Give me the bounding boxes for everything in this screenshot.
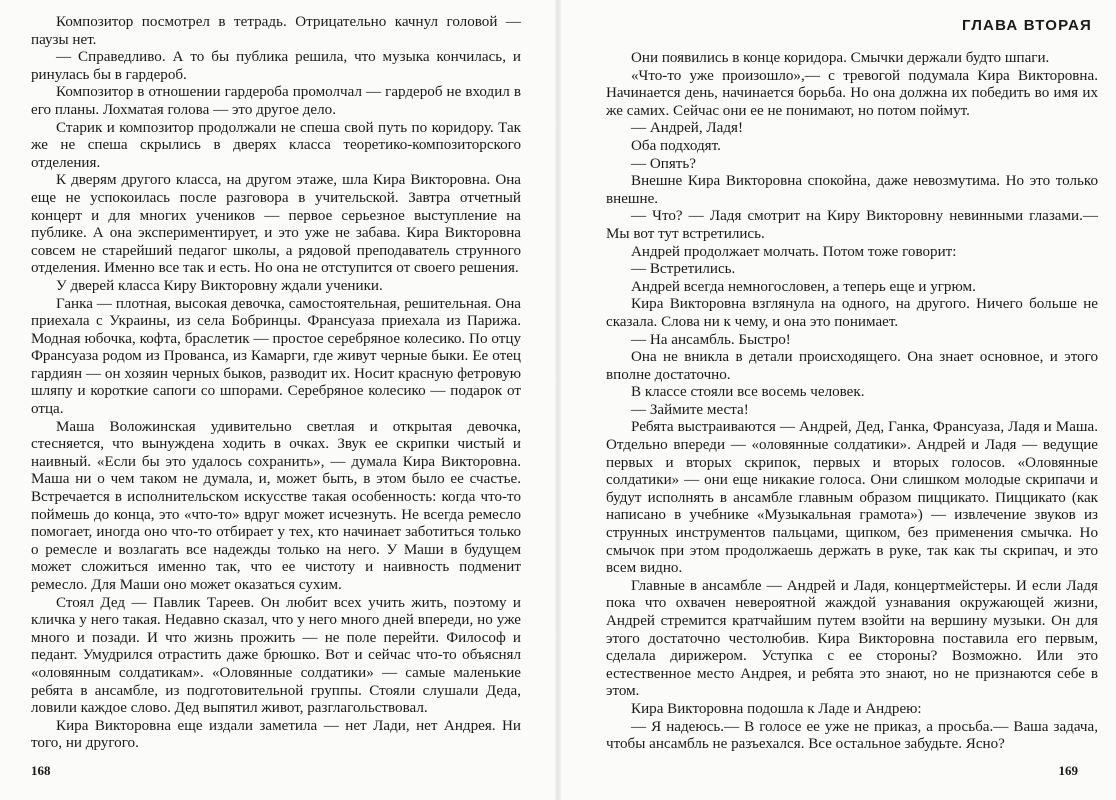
- paragraph: Ганка — плотная, высокая девочка, самостоятельная, решительная. Она приехала с Украины, из села Бобринцы. Франсуаза приехала из Парижа. Модная юбочка, кофта, браслетик — простое серебряное колесико. По отцу Франсуаза родом из Прованса, из Камарги, где живут черные быки. Ее отец гардиян — он хозяин черных быков, разводит их. Носит красную фетровую шляпу и короткие сапоги со шпорами. Серебряное колесико — подарок от отца.: [31, 295, 521, 418]
- paragraph: Стоял Дед — Павлик Тареев. Он любит всех учить жить, поэтому и кличка у него такая. Недавно сказал, что у него много дней впереди, но уже много и позади. И что жизнь прожить — не поле перейти. Философ и педант. Умудрился отрастить даже брюшко. Вот и сейчас что-то объяснял «оловянным солдатикам». «Оловянные солдатики» — самые маленькие ребята в ансамбле, из подготовительной группы. Стояли слушали Деда, ловили каждое слово. Дед выпятил живот, разглагольствовал.: [31, 594, 521, 717]
- paragraph: — Займите места!: [631, 401, 749, 418]
- right-page: [558, 0, 1116, 800]
- paragraph: Ребята выстраиваются — Андрей, Дед, Ганка, Франсуаза, Ладя и Маша. Отдельно впереди — «оловянные солдатики». Андрей и Ладя — ведущие первых и вторых скрипок, первых и вторых голосов. «Оловянные солдатики» — они еще никакие голоса. Они слишком молодые скрипачи и будут исполнять в ансамбле главным образом пиццикато. Пиццикато (как написано в учебнике «Музыкальная грамота») — извлечение звуков из струнных инструментов пальцами, щипком, без применения смычка. Но смычок при этом продолжаешь держать в руке, так как ты скрипач, и это всем видно.: [606, 419, 1098, 577]
- left-page-number: 168: [31, 763, 51, 778]
- paragraph: Андрей всегда немногословен, а теперь еще и угрюм.: [631, 278, 976, 295]
- left-page-text: [31, 14, 521, 753]
- paragraph: Они появились в конце коридора. Смычки держали будто шпаги.: [631, 50, 1050, 66]
- paragraph: Композитор посмотрел в тетрадь. Отрицательно качнул головой — паузы нет.: [31, 14, 521, 48]
- paragraph: Главные в ансамбле — Андрей и Ладя, концертмейстеры. И если Ладя пока что охвачен невероятной жаждой узнавания окружающей жизни, Андрей стремится кратчайшим путем взойти на вершину музыки. Он для этого достаточно честолюбив. Кира Викторовна поставила его первым, сделала дирижером. Уступка с ее стороны? Возможно. Или это естественное место Андрея, и ребята это знают, но не признаются себе в этом.: [606, 577, 1098, 700]
- paragraph: — Что? — Ладя смотрит на Киру Викторовну невинными глазами.— Мы вот тут встретились.: [606, 208, 1098, 242]
- paragraph: — На ансамбль. Быстро!: [631, 331, 791, 348]
- paragraph: У дверей класса Киру Викторовну ждали ученики.: [56, 277, 383, 294]
- paragraph: Внешне Кира Викторовна спокойна, даже невозмутима. Но это только внешне.: [606, 173, 1098, 207]
- paragraph: Композитор в отношении гардероба промолчал — гардероб не входил в его планы. Лохматая голова — это другое дело.: [31, 84, 521, 118]
- paragraph: Андрей продолжает молчать. Потом тоже говорит:: [631, 243, 957, 260]
- paragraph: Кира Викторовна еще издали заметила — нет Лади, нет Андрея. Ни того, ни другого.: [31, 717, 521, 752]
- paragraph: — Справедливо. А то бы публика решила, что музыка кончилась, и ринулась бы в гардероб.: [31, 49, 521, 83]
- paragraph: Оба подходят.: [631, 137, 721, 154]
- right-page-number: 169: [1058, 763, 1078, 778]
- chapter-heading: ГЛАВА ВТОРАЯ: [962, 17, 1092, 34]
- paragraph: — Андрей, Ладя!: [631, 120, 743, 137]
- paragraph: — Опять?: [631, 155, 696, 172]
- paragraph: «Что-то уже произошло»,— с тревогой подумала Кира Викторовна. Начинается день, начинается борьба. Но она должна их победить во имя их же самих. Сейчас они ее не понимают, но потом поймут.: [606, 67, 1098, 119]
- paragraph: Кира Викторовна подошла к Ладе и Андрею:: [631, 700, 922, 717]
- paragraph: Она не вникла в детали происходящего. Она знает основное, и этого вполне достаточно.: [606, 349, 1098, 383]
- paragraph: — Я надеюсь.— В голосе ее уже не приказ, а просьба.— Ваша задача, чтобы ансамбль не разъехался. Все остальное забудьте. Ясно?: [606, 718, 1098, 753]
- right-page-text: [606, 50, 1098, 754]
- paragraph: К дверям другого класса, на другом этаже, шла Кира Викторовна. Она еще не успокоилась после разговора в учительской. Завтра отчетный концерт и для многих учеников — первое серьезное выступление на публике. А она экспериментирует, и это уже не забава. Кира Викторовна совсем не старейший педагог школы, а рядовой преподаватель струнного отделения. Именно все так и есть. Но она не отступится от своего решения.: [31, 172, 521, 277]
- paragraph: В классе стояли все восемь человек.: [631, 384, 865, 401]
- paragraph: Старик и композитор продолжали не спеша свой путь по коридору. Так же не спеша скрылись в дверях класса теоретико-композиторского отделения.: [31, 119, 521, 171]
- paragraph: Маша Воложинская удивительно светлая и открытая девочка, стесняется, что вынуждена ходить в очках. Звук ее скрипки чистый и наивный. «Если бы это удалось сохранить», — думала Кира Викторовна. Маша ни о чем таком не думала, и, может быть, в этом было ее счастье. Встречается в исполнительском искусстве такая особенность: когда что-то поймешь до конца, это «что-то» вдруг может исчезнуть. Не всегда ремесло помогает, иногда оно что-то отбирает у тех, кто начинает заботиться только о ремесле и возлагать все надежды только на него. У Маши в будущем может сложиться именно так, что ее чистоту и наивность подменит ремесло. Для Маши оно может оказаться сухим.: [31, 418, 521, 593]
- paragraph: Кира Викторовна взглянула на одного, на другого. Ничего больше не сказала. Слова ни к чему, и она это понимает.: [606, 296, 1098, 330]
- paragraph: — Встретились.: [631, 261, 736, 278]
